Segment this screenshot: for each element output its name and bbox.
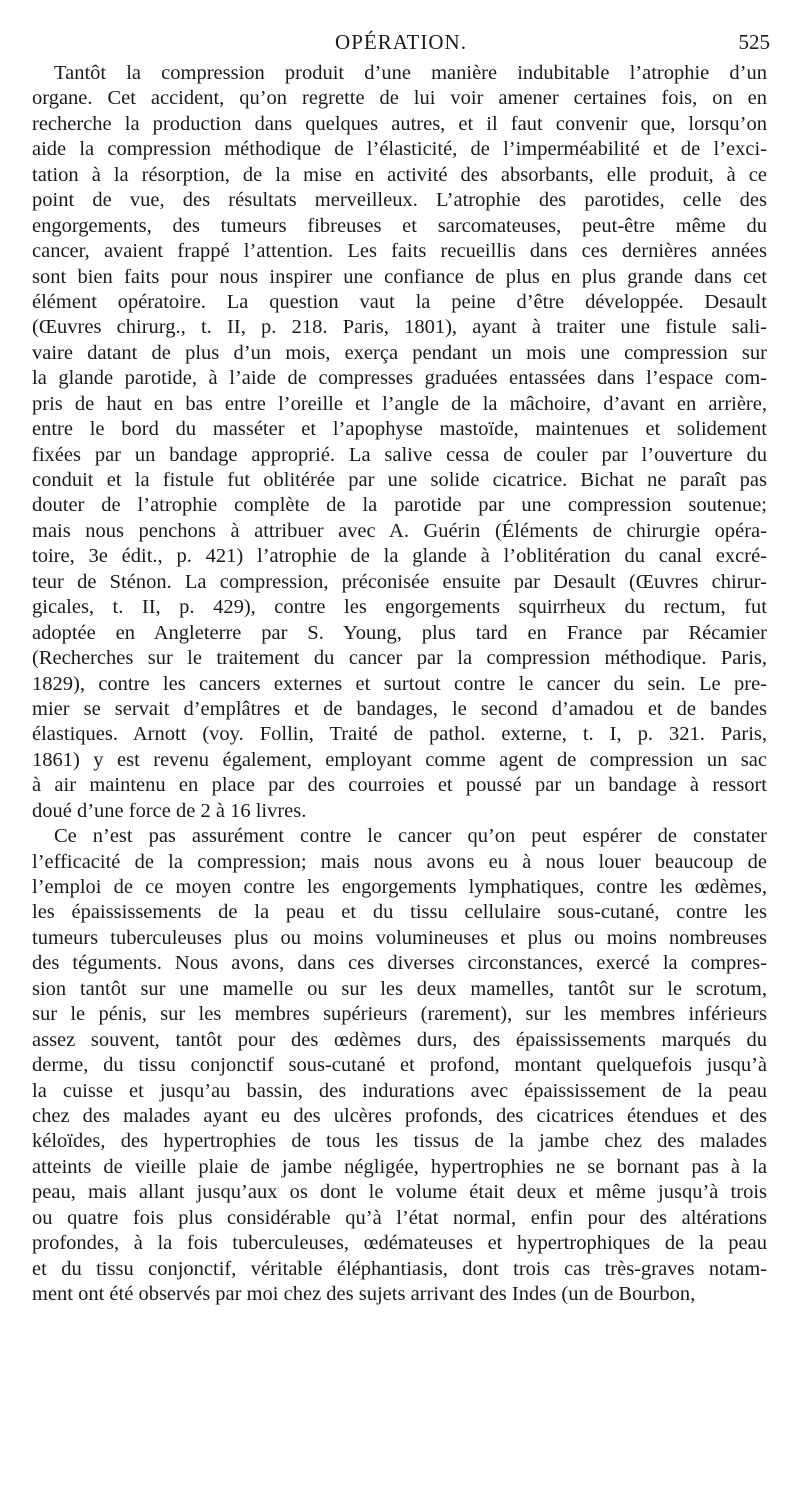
text-line: recherche la production dans quelques autres, et il faut convenir que, lorsqu’on xyxy=(32,112,767,135)
text-line: engorgements, des tumeurs fibreuses et sarcomateuses, peut-être même du xyxy=(32,214,767,237)
text-line: atteints de vieille plaie de jambe négligée, hypertrophies ne se bornant pas à la xyxy=(32,1155,767,1178)
text-line: sion tantôt sur une mamelle ou sur les deux mamelles, tantôt sur le scrotum, xyxy=(32,977,767,1000)
text-line: la glande parotide, à l’aide de compresses graduées entassées dans l’espace com- xyxy=(32,367,767,390)
text-line: chez des malades ayant eu des ulcères profonds, des cicatrices étendues et des xyxy=(32,1104,767,1127)
text-line: à air maintenu en place par des courroies et poussé par un bandage à ressort xyxy=(32,774,767,797)
running-title: OPÉRATION. xyxy=(335,30,467,54)
text-line: cancer, avaient frappé l’attention. Les faits recueillis dans ces dernières années xyxy=(32,240,767,263)
text-line: ou quatre fois plus considérable qu’à l’état normal, enfin pour des altérations xyxy=(32,1206,767,1229)
text-line: la cuisse et jusqu’au bassin, des indurations avec épaississement de la peau xyxy=(32,1079,767,1102)
text-line: teur de Sténon. La compression, préconisée ensuite par Desault (Œuvres chirur- xyxy=(32,570,767,593)
text-line: entre le bord du masséter et l’apophyse mastoïde, maintenues et solidement xyxy=(32,418,767,441)
paragraph xyxy=(32,61,767,824)
text-line: élément opératoire. La question vaut la peine d’être développée. Desault xyxy=(32,290,767,313)
text-line: douter de l’atrophie complète de la parotide par une compression soutenue; xyxy=(32,494,767,517)
text-line: tumeurs tuberculeuses plus ou moins volumineuses et plus ou moins nombreuses xyxy=(32,926,767,949)
text-line: (Recherches sur le traitement du cancer par la compression méthodique. Paris, xyxy=(32,647,767,670)
text-line: Ce n’est pas assurément contre le cancer qu’on peut espérer de constater xyxy=(54,825,767,848)
text-line: élastiques. Arnott (voy. Follin, Traité de pathol. externe, t. I, p. 321. Paris, xyxy=(32,723,767,746)
page-number: 525 xyxy=(738,30,770,54)
text-line: l’emploi de ce moyen contre les engorgements lymphatiques, contre les œdèmes, xyxy=(32,876,767,898)
text-line: tation à la résorption, de la mise en activité des absorbants, elle produit, à ce xyxy=(32,163,767,186)
text-line: l’efficacité de la compression; mais nous avons eu à nous louer beaucoup de xyxy=(32,850,767,873)
text-line: derme, du tissu conjonctif sous-cutané et profond, montant quelquefois jusqu’à xyxy=(32,1054,767,1077)
text-line: 1829), contre les cancers externes et surtout contre le cancer du sein. Le pre- xyxy=(32,672,767,695)
text-line: et du tissu conjonctif, véritable éléphantiasis, dont trois cas très-graves notam- xyxy=(32,1257,767,1280)
text-line: 1861) y est revenu également, employant comme agent de compression un sac xyxy=(32,748,767,771)
text-line: pris de haut en bas entre l’oreille et l’angle de la mâchoire, d’avant en arrière, xyxy=(32,392,767,415)
text-line: mier se servait d’emplâtres et de bandages, le second d’amadou et de bandes xyxy=(32,697,767,720)
body-text xyxy=(32,61,767,1307)
text-line: profondes, à la fois tuberculeuses, œdémateuses et hypertrophiques de la peau xyxy=(32,1232,767,1255)
text-line: doué d’une force de 2 à 16 livres. xyxy=(32,799,307,822)
text-line: des téguments. Nous avons, dans ces diverses circonstances, exercé la compres- xyxy=(32,952,767,975)
text-line: gicales, t. II, p. 429), contre les engorgements squirrheux du rectum, fut xyxy=(32,596,767,619)
text-line: ment ont été observés par moi chez des sujets arrivant des Indes (un de Bourbon, xyxy=(32,1283,696,1305)
text-line: sont bien faits pour nous inspirer une confiance de plus en plus grande dans cet xyxy=(32,265,767,288)
text-line: sur le pénis, sur les membres supérieurs (rarement), sur les membres inférieurs xyxy=(32,1003,767,1026)
text-line: mais nous penchons à attribuer avec A. Guérin (Éléments de chirurgie opéra- xyxy=(32,519,767,542)
text-line: (Œuvres chirurg., t. II, p. 218. Paris, 1801), ayant à traiter une fistule sali- xyxy=(32,316,767,339)
text-line: les épaississements de la peau et du tissu cellulaire sous-cutané, contre les xyxy=(32,901,767,924)
text-line: fixées par un bandage approprié. La salive cessa de couler par l’ouverture du xyxy=(32,443,767,466)
text-line: Tantôt la compression produit d’une manière indubitable l’atrophie d’un xyxy=(54,62,767,84)
text-line: adoptée en Angleterre par S. Young, plus tard en France par Récamier xyxy=(32,621,767,644)
text-line: peau, mais allant jusqu’aux os dont le volume était deux et même jusqu’à trois xyxy=(32,1181,767,1204)
text-line: aide la compression méthodique de l’élasticité, de l’imperméabilité et de l’exci- xyxy=(32,138,767,161)
text-line: conduit et la fistule fut oblitérée par une solide cicatrice. Bichat ne paraît pas xyxy=(32,469,767,491)
running-header xyxy=(32,30,770,58)
text-line: organe. Cet accident, qu’on regrette de lui voir amener certaines fois, on en xyxy=(32,87,767,110)
text-line: point de vue, des résultats merveilleux. L’atrophie des parotides, celle des xyxy=(32,189,767,212)
paragraph xyxy=(32,824,767,1307)
text-line: assez souvent, tantôt pour des œdèmes durs, des épaississements marqués du xyxy=(32,1028,767,1051)
text-line: toire, 3e édit., p. 421) l’atrophie de la glande à l’oblitération du canal excré- xyxy=(32,545,767,568)
text-line: vaire datant de plus d’un mois, exerça pendant un mois une compression sur xyxy=(32,341,767,364)
text-line: kéloïdes, des hypertrophies de tous les tissus de la jambe chez des malades xyxy=(32,1130,767,1153)
